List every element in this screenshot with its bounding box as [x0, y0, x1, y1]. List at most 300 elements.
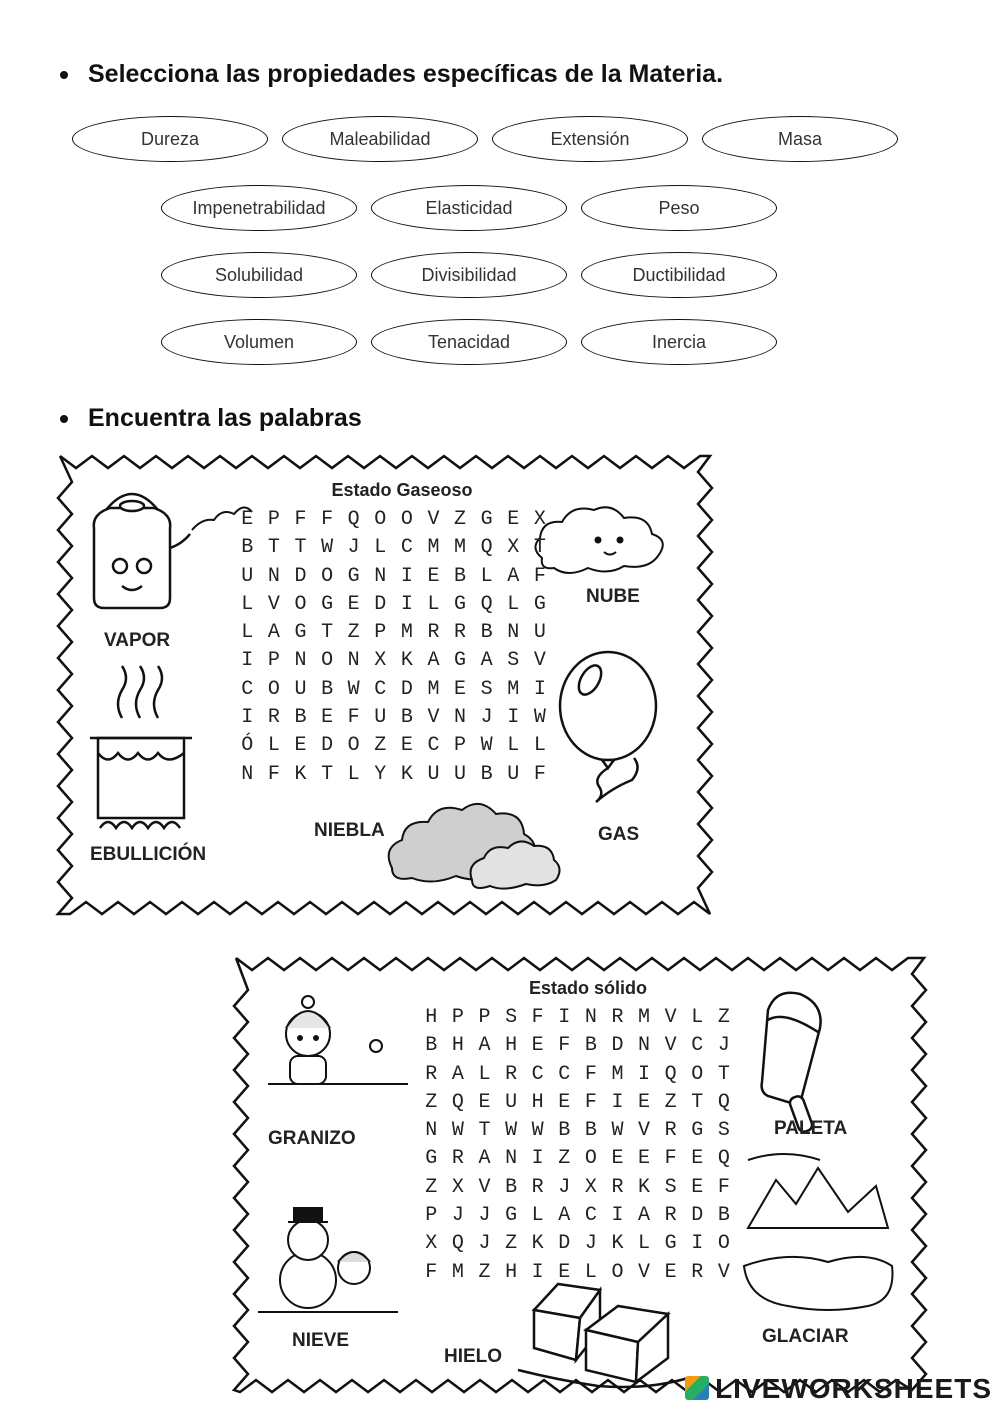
grid-row	[418, 1061, 737, 1089]
grid-letter[interactable]: N	[638, 1034, 651, 1058]
grid-letter[interactable]: F	[584, 1090, 597, 1114]
grid-letter[interactable]: L	[374, 536, 387, 560]
grid-letter[interactable]: O	[691, 1062, 704, 1086]
grid-letter[interactable]: B	[480, 621, 493, 645]
grid-letter[interactable]: I	[531, 1260, 544, 1284]
grid-letter[interactable]: X	[425, 1232, 438, 1256]
grid-letter[interactable]: Ó	[241, 734, 254, 758]
bullet-icon	[60, 71, 68, 79]
cloud-icon	[535, 507, 662, 573]
grid-letter[interactable]: O	[294, 592, 307, 616]
grid-letter[interactable]: C	[241, 677, 254, 701]
grid-row	[234, 619, 553, 647]
grid-letter[interactable]: D	[400, 677, 413, 701]
grid-letter[interactable]: M	[400, 621, 413, 645]
grid-letter[interactable]: E	[478, 1090, 491, 1114]
grid-letter[interactable]: C	[400, 536, 413, 560]
question-2	[60, 404, 362, 433]
grid-letter[interactable]: T	[691, 1090, 704, 1114]
grid-letter[interactable]: C	[584, 1204, 597, 1228]
ice-cubes-icon	[518, 1284, 688, 1387]
grid-letter[interactable]: M	[611, 1062, 624, 1086]
grid-letter[interactable]: E	[691, 1147, 704, 1171]
grid-letter[interactable]: F	[664, 1147, 677, 1171]
grid-letter[interactable]: L	[533, 734, 546, 758]
grid-letter[interactable]: J	[347, 536, 360, 560]
grid-letter[interactable]: E	[321, 706, 334, 730]
option-extension[interactable]: Extensión	[492, 116, 688, 162]
grid-letter[interactable]: A	[478, 1034, 491, 1058]
grid-letter[interactable]: N	[584, 1006, 597, 1029]
option-ductibilidad[interactable]: Ductibilidad	[581, 252, 777, 298]
grid-letter[interactable]: M	[638, 1006, 651, 1029]
grid-letter[interactable]: B	[584, 1119, 597, 1143]
grid-letter[interactable]: N	[374, 564, 387, 588]
grid-letter[interactable]: F	[425, 1260, 438, 1284]
grid-letter[interactable]: L	[427, 592, 440, 616]
grid-letter[interactable]: G	[454, 592, 467, 616]
option-elasticidad[interactable]: Elasticidad	[371, 185, 567, 231]
grid-letter[interactable]: L	[584, 1260, 597, 1284]
bullet-icon	[60, 415, 68, 423]
grid-row	[234, 591, 553, 619]
grid-letter[interactable]: E	[507, 508, 520, 531]
grid-letter[interactable]: J	[451, 1204, 464, 1228]
grid-letter[interactable]: V	[664, 1034, 677, 1058]
grid-letter[interactable]: E	[294, 734, 307, 758]
grid-letter[interactable]: F	[294, 508, 307, 531]
grid-letter[interactable]: V	[638, 1119, 651, 1143]
grid-letter[interactable]: O	[400, 508, 413, 531]
grid-row	[418, 1202, 737, 1230]
grid-letter[interactable]: L	[531, 1204, 544, 1228]
grid-letter[interactable]: D	[558, 1232, 571, 1256]
grid-letter[interactable]: Z	[478, 1260, 491, 1284]
grid-letter[interactable]: W	[505, 1119, 518, 1143]
grid-letter[interactable]: Z	[425, 1090, 438, 1114]
grid-letter[interactable]: L	[691, 1006, 704, 1029]
grid-letter[interactable]: R	[451, 1147, 464, 1171]
grid-letter[interactable]: W	[451, 1119, 464, 1143]
grid-letter[interactable]: A	[480, 649, 493, 673]
grid-letter[interactable]: N	[454, 706, 467, 730]
grid-letter[interactable]: R	[611, 1006, 624, 1029]
grid-letter[interactable]: M	[451, 1260, 464, 1284]
grid-letter[interactable]: A	[558, 1204, 571, 1228]
grid-letter[interactable]: D	[611, 1034, 624, 1058]
grid-letter[interactable]: B	[505, 1175, 518, 1199]
option-volumen[interactable]: Volumen	[161, 319, 357, 365]
grid-row	[234, 732, 553, 760]
grid-letter[interactable]: U	[454, 762, 467, 786]
grid-letter[interactable]: Z	[425, 1175, 438, 1199]
word-nube: NUBE	[586, 586, 640, 607]
grid-letter[interactable]: J	[558, 1175, 571, 1199]
grid-letter[interactable]: B	[294, 706, 307, 730]
grid-letter[interactable]: O	[717, 1232, 730, 1256]
grid-letter[interactable]: U	[374, 706, 387, 730]
grid-letter[interactable]: Z	[454, 508, 467, 531]
grid-letter[interactable]: V	[717, 1260, 730, 1284]
grid-letter[interactable]: A	[638, 1204, 651, 1228]
grid-letter[interactable]: V	[638, 1260, 651, 1284]
grid-letter[interactable]: P	[451, 1006, 464, 1029]
option-inercia[interactable]: Inercia	[581, 319, 777, 365]
grid-letter[interactable]: E	[400, 734, 413, 758]
grid-letter[interactable]: F	[558, 1034, 571, 1058]
grid-letter[interactable]: C	[427, 734, 440, 758]
grid-letter[interactable]: U	[505, 1090, 518, 1114]
grid-letter[interactable]: K	[400, 649, 413, 673]
grid-letter[interactable]: R	[505, 1062, 518, 1086]
grid-letter[interactable]: R	[425, 1062, 438, 1086]
grid-letter[interactable]: T	[533, 536, 546, 560]
grid-letter[interactable]: T	[717, 1062, 730, 1086]
grid-letter[interactable]: Q	[347, 508, 360, 531]
grid-letter[interactable]: K	[638, 1175, 651, 1199]
grid-letter[interactable]: T	[321, 762, 334, 786]
grid-letter[interactable]: C	[531, 1062, 544, 1086]
grid-letter[interactable]: V	[267, 592, 280, 616]
grid-row	[234, 647, 553, 675]
grid-letter[interactable]: X	[507, 536, 520, 560]
grid-letter[interactable]: E	[558, 1260, 571, 1284]
grid-letter[interactable]: E	[664, 1260, 677, 1284]
option-dureza[interactable]: Dureza	[72, 116, 268, 162]
grid-letter[interactable]: I	[531, 1147, 544, 1171]
option-masa[interactable]: Masa	[702, 116, 898, 162]
grid-letter[interactable]: B	[584, 1034, 597, 1058]
grid-letter[interactable]: K	[294, 762, 307, 786]
grid-letter[interactable]: P	[478, 1006, 491, 1029]
grid-row	[418, 1089, 737, 1117]
grid-letter[interactable]: R	[691, 1260, 704, 1284]
grid-letter[interactable]: W	[531, 1119, 544, 1143]
grid-letter[interactable]: F	[533, 762, 546, 786]
grid-letter[interactable]: L	[241, 592, 254, 616]
grid-row	[234, 506, 553, 534]
grid-letter[interactable]: L	[241, 621, 254, 645]
grid-letter[interactable]: W	[347, 677, 360, 701]
grid-row	[418, 1032, 737, 1060]
grid-letter[interactable]: A	[267, 621, 280, 645]
grid-letter[interactable]: L	[267, 734, 280, 758]
grid-letter[interactable]: G	[321, 592, 334, 616]
grid-letter[interactable]: Q	[480, 536, 493, 560]
grid-letter[interactable]: U	[533, 621, 546, 645]
option-solubilidad[interactable]: Solubilidad	[161, 252, 357, 298]
grid-letter[interactable]: K	[400, 762, 413, 786]
grid-letter[interactable]: S	[505, 1006, 518, 1029]
grid-letter[interactable]: D	[691, 1204, 704, 1228]
grid-letter[interactable]: B	[321, 677, 334, 701]
grid-letter[interactable]: H	[425, 1006, 438, 1029]
grid-letter[interactable]: G	[454, 649, 467, 673]
grid-letter[interactable]: I	[611, 1204, 624, 1228]
grid-row	[234, 563, 553, 591]
grid-letter[interactable]: U	[427, 762, 440, 786]
option-tenacidad[interactable]: Tenacidad	[371, 319, 567, 365]
grid-letter[interactable]: Z	[347, 621, 360, 645]
grid-letter[interactable]: V	[427, 706, 440, 730]
word-vapor: VAPOR	[104, 630, 171, 651]
grid-letter[interactable]: J	[478, 1232, 491, 1256]
grid-letter[interactable]: N	[347, 649, 360, 673]
grid-letter[interactable]: R	[611, 1175, 624, 1199]
grid-letter[interactable]: Z	[664, 1090, 677, 1114]
grid-letter[interactable]: O	[584, 1147, 597, 1171]
grid-letter[interactable]: N	[267, 564, 280, 588]
grid-letter[interactable]: N	[505, 1147, 518, 1171]
solid-puzzle-title: Estado sólido	[528, 978, 647, 998]
grid-letter[interactable]: Z	[505, 1232, 518, 1256]
grid-letter[interactable]: I	[241, 706, 254, 730]
question-2-text: Encuentra las palabras	[88, 404, 362, 432]
glacier-icon	[744, 1154, 893, 1310]
grid-letter[interactable]: Q	[664, 1062, 677, 1086]
grid-letter[interactable]: K	[531, 1232, 544, 1256]
grid-letter[interactable]: G	[664, 1232, 677, 1256]
grid-letter[interactable]: E	[241, 508, 254, 531]
grid-letter[interactable]: P	[425, 1204, 438, 1228]
grid-letter[interactable]: E	[347, 592, 360, 616]
grid-letter[interactable]: L	[638, 1232, 651, 1256]
grid-letter[interactable]: S	[664, 1175, 677, 1199]
grid-row	[418, 1174, 737, 1202]
grid-letter[interactable]: H	[531, 1090, 544, 1114]
liveworksheets-logo-icon	[685, 1376, 709, 1400]
grid-letter[interactable]: E	[638, 1147, 651, 1171]
grid-letter[interactable]: E	[558, 1090, 571, 1114]
grid-letter[interactable]: A	[478, 1147, 491, 1171]
grid-letter[interactable]: Z	[558, 1147, 571, 1171]
brand-logo	[685, 1373, 992, 1405]
option-divisibilidad[interactable]: Divisibilidad	[371, 252, 567, 298]
grid-letter[interactable]: W	[480, 734, 493, 758]
grid-letter[interactable]: G	[480, 508, 493, 531]
grid-letter[interactable]: H	[505, 1260, 518, 1284]
grid-letter[interactable]: T	[294, 536, 307, 560]
grid-row	[234, 534, 553, 562]
word-glaciar: GLACIAR	[762, 1326, 849, 1347]
grid-letter[interactable]: O	[374, 508, 387, 531]
grid-letter[interactable]: B	[425, 1034, 438, 1058]
grid-letter[interactable]: I	[400, 564, 413, 588]
grid-letter[interactable]: Z	[374, 734, 387, 758]
grid-letter[interactable]: L	[478, 1062, 491, 1086]
grid-letter[interactable]: F	[533, 564, 546, 588]
grid-letter[interactable]: I	[611, 1090, 624, 1114]
grid-letter[interactable]: M	[454, 536, 467, 560]
word-niebla: NIEBLA	[314, 820, 385, 841]
grid-letter[interactable]: D	[321, 734, 334, 758]
grid-letter[interactable]: H	[505, 1034, 518, 1058]
grid-letter[interactable]: I	[638, 1062, 651, 1086]
grid-letter[interactable]: X	[451, 1175, 464, 1199]
grid-letter[interactable]: A	[507, 564, 520, 588]
grid-letter[interactable]: O	[611, 1260, 624, 1284]
grid-row	[418, 1230, 737, 1258]
grid-letter[interactable]: P	[374, 621, 387, 645]
grid-letter[interactable]: N	[294, 649, 307, 673]
grid-letter[interactable]: J	[584, 1232, 597, 1256]
grid-letter[interactable]: D	[374, 592, 387, 616]
grid-letter[interactable]: F	[267, 762, 280, 786]
grid-letter[interactable]: H	[451, 1034, 464, 1058]
grid-letter[interactable]: A	[427, 649, 440, 673]
grid-letter[interactable]: J	[480, 706, 493, 730]
grid-letter[interactable]: U	[294, 677, 307, 701]
grid-letter[interactable]: G	[505, 1204, 518, 1228]
grid-letter[interactable]: B	[558, 1119, 571, 1143]
word-ebullicion: EBULLICIÓN	[90, 844, 207, 865]
grid-letter[interactable]: I	[507, 706, 520, 730]
grid-letter[interactable]: B	[454, 564, 467, 588]
brand-text: LIVEWORKSHEETS	[715, 1373, 992, 1404]
grid-letter[interactable]: G	[347, 564, 360, 588]
grid-letter[interactable]: R	[427, 621, 440, 645]
grid-row	[234, 704, 553, 732]
grid-row	[234, 676, 553, 704]
fog-clouds-icon	[389, 804, 560, 889]
grid-letter[interactable]: D	[294, 564, 307, 588]
grid-letter[interactable]: E	[691, 1175, 704, 1199]
grid-letter[interactable]: I	[691, 1232, 704, 1256]
grid-letter[interactable]: P	[267, 508, 280, 531]
grid-letter[interactable]: U	[507, 762, 520, 786]
grid-letter[interactable]: K	[611, 1232, 624, 1256]
grid-letter[interactable]: C	[558, 1062, 571, 1086]
word-granizo: GRANIZO	[268, 1128, 356, 1149]
grid-letter[interactable]: F	[321, 508, 334, 531]
grid-letter[interactable]: E	[427, 564, 440, 588]
grid-letter[interactable]: E	[638, 1090, 651, 1114]
grid-letter[interactable]: B	[241, 536, 254, 560]
grid-letter[interactable]: W	[611, 1119, 624, 1143]
grid-letter[interactable]: V	[427, 508, 440, 531]
grid-letter[interactable]: R	[531, 1175, 544, 1199]
grid-letter[interactable]: N	[425, 1119, 438, 1143]
grid-letter[interactable]: P	[267, 649, 280, 673]
grid-letter[interactable]: J	[478, 1204, 491, 1228]
grid-letter[interactable]: B	[717, 1204, 730, 1228]
grid-letter[interactable]: E	[454, 677, 467, 701]
grid-letter[interactable]: T	[267, 536, 280, 560]
grid-letter[interactable]: B	[480, 762, 493, 786]
grid-letter[interactable]: S	[717, 1119, 730, 1143]
grid-letter[interactable]: O	[321, 649, 334, 673]
grid-letter[interactable]: G	[533, 592, 546, 616]
grid-letter[interactable]: X	[584, 1175, 597, 1199]
grid-letter[interactable]: I	[558, 1006, 571, 1029]
grid-letter[interactable]: R	[664, 1204, 677, 1228]
grid-letter[interactable]: B	[400, 706, 413, 730]
grid-letter[interactable]: S	[507, 649, 520, 673]
option-maleabilidad[interactable]: Maleabilidad	[282, 116, 478, 162]
grid-letter[interactable]: T	[478, 1119, 491, 1143]
grid-letter[interactable]: E	[611, 1147, 624, 1171]
option-peso[interactable]: Peso	[581, 185, 777, 231]
grid-letter[interactable]: S	[480, 677, 493, 701]
grid-letter[interactable]: R	[664, 1119, 677, 1143]
grid-letter[interactable]: A	[451, 1062, 464, 1086]
grid-letter[interactable]: Q	[451, 1090, 464, 1114]
grid-letter[interactable]: Q	[717, 1090, 730, 1114]
grid-letter[interactable]: R	[267, 706, 280, 730]
grid-letter[interactable]: R	[454, 621, 467, 645]
grid-letter[interactable]: M	[507, 677, 520, 701]
grid-letter[interactable]: O	[347, 734, 360, 758]
grid-letter[interactable]: M	[427, 677, 440, 701]
grid-letter[interactable]: L	[507, 592, 520, 616]
grid-letter[interactable]: V	[478, 1175, 491, 1199]
grid-letter[interactable]: M	[427, 536, 440, 560]
grid-letter[interactable]: N	[241, 762, 254, 786]
question-1	[60, 60, 723, 89]
grid-letter[interactable]: Q	[480, 592, 493, 616]
child-snow-icon	[268, 996, 408, 1084]
grid-letter[interactable]: I	[533, 677, 546, 701]
solid-letter-grid[interactable]	[418, 1004, 737, 1287]
grid-row	[418, 1004, 737, 1032]
grid-letter[interactable]: Y	[374, 762, 387, 786]
grid-letter[interactable]: E	[531, 1034, 544, 1058]
grid-letter[interactable]: V	[664, 1006, 677, 1029]
grid-letter[interactable]: X	[374, 649, 387, 673]
grid-letter[interactable]: I	[400, 592, 413, 616]
grid-letter[interactable]: X	[533, 508, 546, 531]
grid-letter[interactable]: I	[241, 649, 254, 673]
grid-letter[interactable]: Z	[717, 1006, 730, 1029]
gas-puzzle-title: Estado Gaseoso	[331, 480, 473, 500]
grid-letter[interactable]: F	[347, 706, 360, 730]
grid-letter[interactable]: G	[691, 1119, 704, 1143]
balloon-icon	[560, 652, 656, 802]
grid-row	[234, 761, 553, 789]
grid-letter[interactable]: Q	[451, 1232, 464, 1256]
grid-letter[interactable]: Q	[717, 1147, 730, 1171]
grid-letter[interactable]: O	[267, 677, 280, 701]
grid-letter[interactable]: O	[321, 564, 334, 588]
grid-letter[interactable]: C	[374, 677, 387, 701]
grid-letter[interactable]: F	[717, 1175, 730, 1199]
word-paleta: PALETA	[774, 1118, 848, 1139]
grid-letter[interactable]: P	[454, 734, 467, 758]
grid-letter[interactable]: T	[321, 621, 334, 645]
grid-letter[interactable]: G	[425, 1147, 438, 1171]
grid-letter[interactable]: W	[321, 536, 334, 560]
boiling-pot-icon	[90, 666, 192, 828]
grid-letter[interactable]: W	[533, 706, 546, 730]
grid-letter[interactable]: J	[717, 1034, 730, 1058]
grid-letter[interactable]: L	[347, 762, 360, 786]
grid-letter[interactable]: U	[241, 564, 254, 588]
grid-letter[interactable]: F	[584, 1062, 597, 1086]
popsicle-icon	[762, 993, 821, 1134]
option-impenetrabilidad[interactable]: Impenetrabilidad	[161, 185, 357, 231]
grid-letter[interactable]: L	[507, 734, 520, 758]
grid-letter[interactable]: V	[533, 649, 546, 673]
grid-letter[interactable]: G	[294, 621, 307, 645]
word-hielo: HIELO	[444, 1346, 503, 1367]
grid-letter[interactable]: L	[480, 564, 493, 588]
grid-letter[interactable]: C	[691, 1034, 704, 1058]
grid-letter[interactable]: N	[507, 621, 520, 645]
solid-wordsearch-panel	[228, 950, 932, 1398]
gas-letter-grid[interactable]	[234, 506, 553, 789]
grid-row	[418, 1117, 737, 1145]
grid-letter[interactable]: F	[531, 1006, 544, 1029]
